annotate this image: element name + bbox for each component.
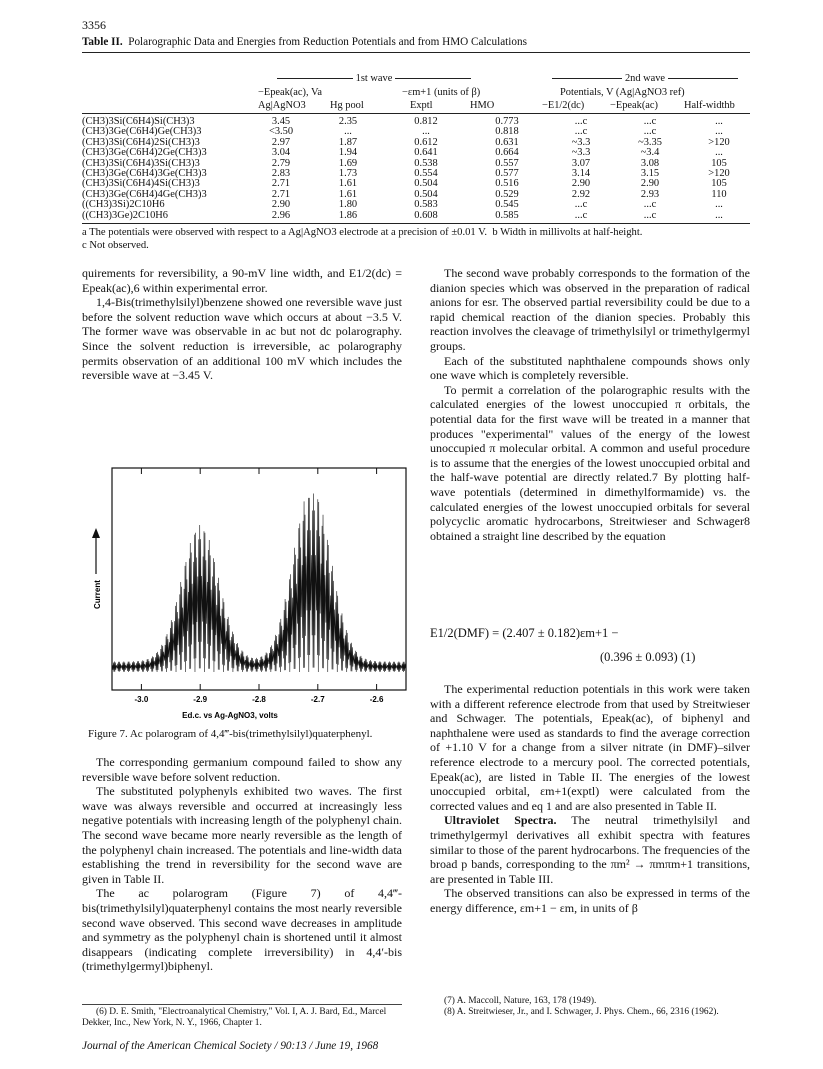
value-cell: ...c xyxy=(574,116,588,127)
journal-footer: Journal of the American Chemical Society / 90:13 / June 19, 1968 xyxy=(82,1040,379,1052)
col-hmo: HMO xyxy=(470,100,495,111)
table-row xyxy=(82,211,750,221)
plot-frame xyxy=(112,468,406,690)
compound-cell: ((CH3)3Ge)2C10H6 xyxy=(82,209,168,221)
value-cell: 0.631 xyxy=(495,136,519,148)
col-exptl: Exptl xyxy=(410,100,433,111)
figure-7-polarogram xyxy=(82,434,412,724)
data-table xyxy=(82,117,750,221)
compound-cell: (CH3)3Ge(C6H4)Ge(CH3)3 xyxy=(82,126,202,138)
value-cell: 3.15 xyxy=(640,168,660,180)
group-2nd-wave: 2nd wave xyxy=(540,73,750,84)
value-cell: ...c xyxy=(643,209,657,221)
right-p2: Each of the substituted naphthalene compounds shows only one wave which is completely reversible. xyxy=(430,353,750,383)
value-cell: 2.79 xyxy=(271,157,291,169)
value-cell: ... xyxy=(715,116,723,127)
value-cell: ...c xyxy=(574,209,588,221)
compound-cell: (CH3)3Si(C6H4)Si(CH3)3 xyxy=(82,116,195,127)
value-cell: ... xyxy=(715,126,723,138)
value-cell: 2.71 xyxy=(271,188,291,200)
value-cell: 0.545 xyxy=(495,199,519,211)
compound-cell: (CH3)3Si(C6H4)4Si(CH3)3 xyxy=(82,178,200,190)
table-footnote-c: c Not observed. xyxy=(82,240,149,251)
value-cell: 105 xyxy=(711,157,727,169)
value-cell: 2.90 xyxy=(571,178,591,190)
x-tick-label: -2.8 xyxy=(252,695,266,704)
value-cell: ...c xyxy=(643,199,657,211)
equation-1-line2: (0.396 ± 0.093) (1) xyxy=(600,650,696,664)
value-cell: 2.90 xyxy=(271,199,291,211)
sub-epeak: −Epeak(ac), Va xyxy=(258,87,322,98)
table-label: Table II. xyxy=(82,36,123,48)
value-cell: 0.773 xyxy=(495,116,519,127)
value-cell: 0.557 xyxy=(495,157,519,169)
value-cell: ...c xyxy=(643,126,657,138)
value-cell: >120 xyxy=(708,136,730,148)
value-cell: 105 xyxy=(711,178,727,190)
uv-heading: Ultraviolet Spectra. xyxy=(444,813,557,828)
col-epeak2: −Epeak(ac) xyxy=(610,100,658,111)
value-cell: ...c xyxy=(574,199,588,211)
value-cell: 2.93 xyxy=(640,188,660,200)
value-cell: ~3.4 xyxy=(640,147,660,159)
x-tick-label: -2.7 xyxy=(310,695,325,704)
value-cell: ...c xyxy=(574,126,588,138)
table-footnote-ab: a The potentials were observed with respect to a Ag|AgNO3 electrode at a precision of ±0.01 V. b Width in millivolts at half-height. xyxy=(82,227,643,238)
value-cell: 0.818 xyxy=(495,126,519,138)
value-cell: 0.538 xyxy=(414,157,438,169)
value-cell: 0.641 xyxy=(414,147,438,159)
value-cell: 1.87 xyxy=(338,136,358,148)
x-tick-label: -2.9 xyxy=(193,695,208,704)
ref-8: (8) A. Streitwieser, Jr., and I. Schwager, J. Phys. Chem., 66, 2316 (1962). xyxy=(444,1007,719,1017)
x-tick-label: -3.0 xyxy=(134,695,149,704)
value-cell: 2.97 xyxy=(271,136,291,148)
right-p3: To permit a correlation of the polarographic results with the calculated energies of the lowest unoccupied π orbitals, the potential data for the first wave will be treated in a manner that produces "experimental" values of the energy of the lowest unoccupied π molecular orbital. A common and useful procedure is to assume that the energies of the lowest unoccupied orbital and the half-wave potential are directly related.7 By plotting half-wave potentials (determined in dimethylformamide) vs. the calculated energies of the lowest unoccupied orbitals for several polycyclic aromatic hydrocarbons, Streitwieser and Schwager8 obtained a straight line described by the equation xyxy=(430,382,750,543)
polarogram-line xyxy=(112,494,406,673)
compound-cell: (CH3)3Ge(C6H4)4Ge(CH3)3 xyxy=(82,188,207,200)
compound-cell: (CH3)3Ge(C6H4)2Ge(CH3)3 xyxy=(82,147,207,159)
value-cell: ~3.3 xyxy=(571,136,591,148)
right-references xyxy=(430,996,750,1018)
col-e12: −E1/2(dc) xyxy=(542,100,585,111)
value-cell: 2.96 xyxy=(271,209,291,221)
x-axis-label: Ed.c. vs Ag-AgNO3, volts xyxy=(182,711,278,720)
left-p2: 1,4-Bis(trimethylsilyl)benzene showed one reversible wave just before the solvent reduction wave which occurs at about −3.5 V. The former wave was observable in ac but not dc polarography. Since the solvent reduction is irreversible, ac polarography permits observation of an additional 100 mV which includes the reversible wave at −3.45 V. xyxy=(82,295,402,383)
x-tick-label: -2.6 xyxy=(369,695,384,704)
right-p1: The second wave probably corresponds to the formation of the dianion species which was observed in the preparation of radical anions for esr. The observed partial reversibility could be due to a rapid chemical reaction of the dianion species. Probably this reaction involves the cleavage of trimethylsilyl or trimethylgermyl groups. xyxy=(430,266,750,353)
value-cell: ... xyxy=(422,126,430,138)
sub-potentials: Potentials, V (Ag|AgNO3 ref) xyxy=(560,87,685,98)
value-cell: 110 xyxy=(711,188,727,200)
value-cell: ...c xyxy=(643,116,657,127)
compound-cell: (CH3)3Si(C6H4)3Si(CH3)3 xyxy=(82,157,200,169)
current-arrow-head xyxy=(92,528,100,538)
value-cell: 3.04 xyxy=(271,147,291,159)
left-p1: quirements for reversibility, a 90-mV line width, and E1/2(dc) = Epeak(ac),6 within experimental error. xyxy=(82,266,402,295)
value-cell: 0.529 xyxy=(495,188,519,200)
value-cell: 2.90 xyxy=(640,178,660,190)
value-cell: 0.585 xyxy=(495,209,519,221)
value-cell: 2.92 xyxy=(571,188,591,200)
table-top-rule xyxy=(82,52,750,53)
right-p4: The experimental reduction potentials in this work were taken with a different reference electrode from that used by Streitwieser and Schwager. The potentials, Epeak(ac), of biphenyl and naphthalene were used as standards to find the average correction of +1.10 V for a change from a silver nitrate (in DMF)–silver reference electrode to a mercury pool. The corrected potentials, Epeak(ac), are listed in Table II. The energies of the lowest unoccupied orbital, εm+1(exptl) were calculated from the corrected values and eq 1 and are also presented in Table II. xyxy=(430,682,750,813)
right-col-bottom xyxy=(430,682,750,916)
ref-7: (7) A. Maccoll, Nature, 163, 178 (1949). xyxy=(444,996,597,1006)
figure-caption: Figure 7. Ac polarogram of 4,4‴-bis(trimethylsilyl)quaterphenyl. xyxy=(88,728,373,740)
value-cell: 2.35 xyxy=(338,116,358,127)
value-cell: 0.812 xyxy=(414,116,438,127)
value-cell: 0.577 xyxy=(495,168,519,180)
table-title: Polarographic Data and Energies from Reduction Potentials and from HMO Calculations xyxy=(128,36,527,48)
table-header-rule xyxy=(82,113,750,114)
left-p3: The corresponding germanium compound failed to show any reversible wave before solvent reduction. xyxy=(82,755,402,784)
value-cell: ~3.3 xyxy=(571,147,591,159)
page-number: 3356 xyxy=(82,18,106,32)
value-cell: ... xyxy=(715,199,723,211)
value-cell: 3.07 xyxy=(571,157,591,169)
col-hgpool: Hg pool xyxy=(330,100,364,111)
value-cell: ... xyxy=(715,147,723,159)
compound-cell: (CH3)3Ge(C6H4)3Ge(CH3)3 xyxy=(82,168,207,180)
value-cell: 3.14 xyxy=(571,168,591,180)
equation-1-line1: E1/2(DMF) = (2.407 ± 0.182)εm+1 − xyxy=(430,626,619,640)
compound-cell: (CH3)3Si(C6H4)2Si(CH3)3 xyxy=(82,136,200,148)
right-p5: The neutral trimethylsilyl and trimethylgermyl derivatives all exhibit spectra with features similar to those of the parent hydrocarbons. The frequencies of the broad p bands, corresponding to the πm² → πmπm+1 transitions, are presented in Table III. xyxy=(430,813,750,886)
value-cell: 0.612 xyxy=(414,136,438,148)
value-cell: 0.516 xyxy=(495,178,519,190)
value-cell: <3.50 xyxy=(268,126,294,138)
value-cell: 0.504 xyxy=(414,178,438,190)
value-cell: 1.86 xyxy=(338,209,358,221)
value-cell: ... xyxy=(344,126,352,138)
value-cell: 1.69 xyxy=(338,157,358,169)
value-cell: 3.45 xyxy=(271,116,291,127)
left-references xyxy=(82,1004,402,1029)
y-axis-label: Current xyxy=(93,580,102,609)
col-agagno3: Ag|AgNO3 xyxy=(258,100,306,111)
value-cell: >120 xyxy=(708,168,730,180)
left-p5: The ac polarogram (Figure 7) of 4,4‴-bis(trimethylsilyl)quaterphenyl contains the most nearly reversible second wave observed. This second wave decreases in amplitude and symmetry as the polyphenyl chain is shortened until it almost disappears (indicating complete irreversibility) in 4,4′-bis (trimethylgermyl)biphenyl. xyxy=(82,886,402,974)
value-cell: ... xyxy=(715,209,723,221)
group-1st-wave: 1st wave xyxy=(256,73,492,84)
left-p4: The substituted polyphenyls exhibited two waves. The first wave was always reversible and occurred at increasingly less negative potentials with increasing length of the polyphenyl chain. The second wave became more nearly reversible as the length of the polyphenyl chain increased. The potentials and line-width data establishing the trend in reversibility for the second wave are given in Table II. xyxy=(82,784,402,886)
value-cell: 0.583 xyxy=(414,199,438,211)
value-cell: 0.664 xyxy=(495,147,519,159)
value-cell: ~3.35 xyxy=(638,136,662,148)
value-cell: 0.608 xyxy=(414,209,438,221)
sub-em1: −εm+1 (units of β) xyxy=(402,87,481,98)
left-col-bottom xyxy=(82,755,402,974)
table-bottom-rule xyxy=(82,223,750,224)
value-cell: 1.80 xyxy=(338,199,358,211)
left-col-top xyxy=(82,266,402,383)
value-cell: 1.73 xyxy=(338,168,358,180)
right-col-top xyxy=(430,266,750,543)
table-caption xyxy=(82,36,527,48)
compound-cell: ((CH3)3Si)2C10H6 xyxy=(82,199,165,211)
value-cell: 3.08 xyxy=(640,157,660,169)
col-halfwidth: Half-widthb xyxy=(684,100,735,111)
value-cell: 0.504 xyxy=(414,188,438,200)
ref-6: (6) D. E. Smith, "Electroanalytical Chemistry," Vol. I, A. J. Bard, Ed., Marcel Dekker, Inc., New York, N. Y., 1966, Chapter 1. xyxy=(82,1007,387,1028)
value-cell: 1.94 xyxy=(338,147,358,159)
ac-polarogram-trace xyxy=(112,494,406,673)
value-cell: 1.61 xyxy=(338,188,358,200)
value-cell: 0.554 xyxy=(414,168,438,180)
value-cell: 2.83 xyxy=(271,168,291,180)
value-cell: 2.71 xyxy=(271,178,291,190)
value-cell: 1.61 xyxy=(338,178,358,190)
right-p6: The observed transitions can also be expressed in terms of the energy difference, εm+1 − εm, in units of β xyxy=(430,886,750,915)
